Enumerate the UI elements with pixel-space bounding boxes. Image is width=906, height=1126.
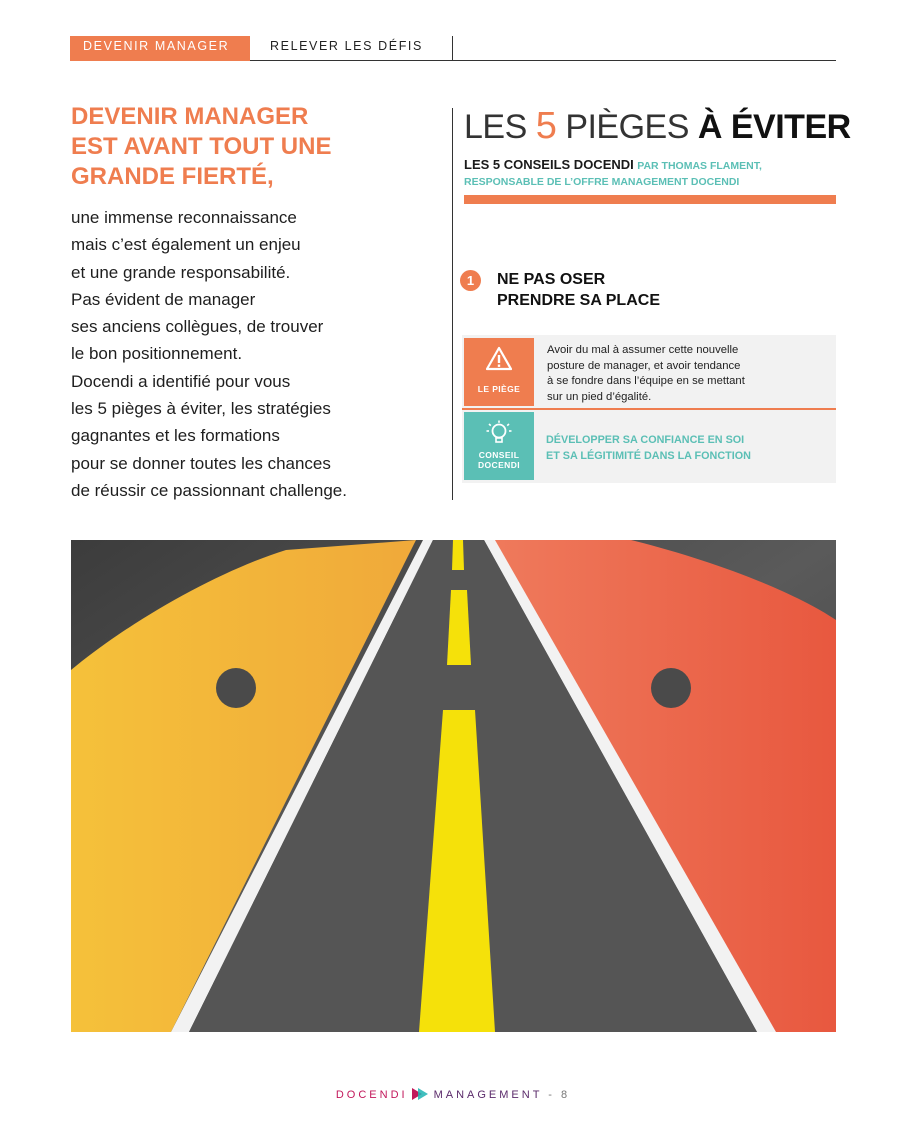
- two-faces-road-image: [71, 540, 836, 1032]
- intro-line: Docendi a identifié pour vous: [71, 371, 291, 391]
- headline-line: DEVENIR MANAGER: [71, 103, 309, 130]
- footer-section: MANAGEMENT: [433, 1089, 543, 1101]
- item-number-badge: 1: [460, 270, 481, 291]
- title-a-eviter: À ÉVITER: [697, 108, 851, 146]
- conseil-label-1: CONSEIL: [478, 450, 520, 460]
- conseil-label-2: DOCENDI: [478, 460, 520, 470]
- conseil-line: DÉVELOPPER SA CONFIANCE EN SOI: [546, 434, 745, 446]
- nav-divider: [452, 36, 453, 61]
- piege-line: Avoir du mal à assumer cette nouvelle: [547, 344, 739, 356]
- piege-badge: [464, 338, 534, 406]
- item-heading-line: PRENDRE SA PLACE: [497, 292, 660, 309]
- piege-line: à se fondre dans l’équipe en se mettant: [547, 375, 745, 388]
- play-arrow-icon: [410, 1088, 430, 1100]
- intro-headline: [71, 102, 431, 192]
- title-underline-bar: [464, 195, 836, 204]
- conseils-label: LES 5 CONSEILS DOCENDI: [464, 157, 634, 172]
- intro-line: gagnantes et les formations: [71, 426, 280, 446]
- tab-devenir-manager[interactable]: DEVENIR MANAGER: [70, 36, 250, 61]
- conseils-byline: [464, 157, 836, 190]
- headline-line: EST AVANT TOUT UNE: [71, 133, 332, 160]
- intro-line: mais c’est également un enjeu: [71, 235, 301, 255]
- footer-brand: DOCENDI: [335, 1089, 408, 1101]
- title-number: 5: [535, 105, 557, 147]
- box-divider: [462, 408, 836, 410]
- intro-line: une immense reconnaissance: [71, 208, 297, 227]
- intro-line: de réussir ce passionnant challenge.: [71, 480, 347, 500]
- intro-line: Pas évident de manager: [71, 289, 256, 309]
- page-footer: [0, 1086, 906, 1104]
- intro-line: pour se donner toutes les chances: [71, 453, 331, 473]
- warning-icon: [486, 346, 512, 372]
- item-heading-line: NE PAS OSER: [497, 271, 606, 288]
- road-illustration: [71, 540, 836, 1032]
- item-heading: [497, 269, 817, 311]
- pieges-title: [464, 104, 851, 148]
- lightbulb-icon: [486, 420, 512, 446]
- intro-line: les 5 pièges à éviter, les stratégies: [71, 399, 331, 419]
- conseil-badge: [464, 412, 534, 480]
- intro-line: ses anciens collègues, de trouver: [71, 317, 324, 337]
- intro-body: [71, 204, 441, 504]
- intro-line: et une grande responsabilité.: [71, 262, 291, 282]
- author-role: RESPONSABLE DE L’OFFRE MANAGEMENT DOCENDI: [464, 176, 740, 188]
- conseil-description: [546, 432, 806, 465]
- author-name: PAR THOMAS FLAMENT,: [637, 160, 762, 172]
- piege-label: LE PIÈGE: [477, 384, 521, 394]
- title-les: LES: [464, 108, 527, 146]
- piege-line: sur un pied d’égalité.: [547, 390, 652, 403]
- conseil-line: ET SA LÉGITIMITÉ DANS LA FONCTION: [546, 450, 751, 463]
- intro-line: le bon positionnement.: [71, 344, 243, 364]
- piege-description: [547, 343, 797, 405]
- headline-line: GRANDE FIERTÉ,: [71, 163, 274, 190]
- column-divider: [452, 108, 453, 500]
- page-number: - 8: [548, 1089, 571, 1101]
- section-nav: [70, 36, 836, 61]
- piege-line: posture de manager, et avoir tendance: [547, 359, 741, 372]
- tab-relever-les-defis[interactable]: RELEVER LES DÉFIS: [270, 39, 423, 53]
- title-pieges: PIÈGES: [565, 108, 689, 146]
